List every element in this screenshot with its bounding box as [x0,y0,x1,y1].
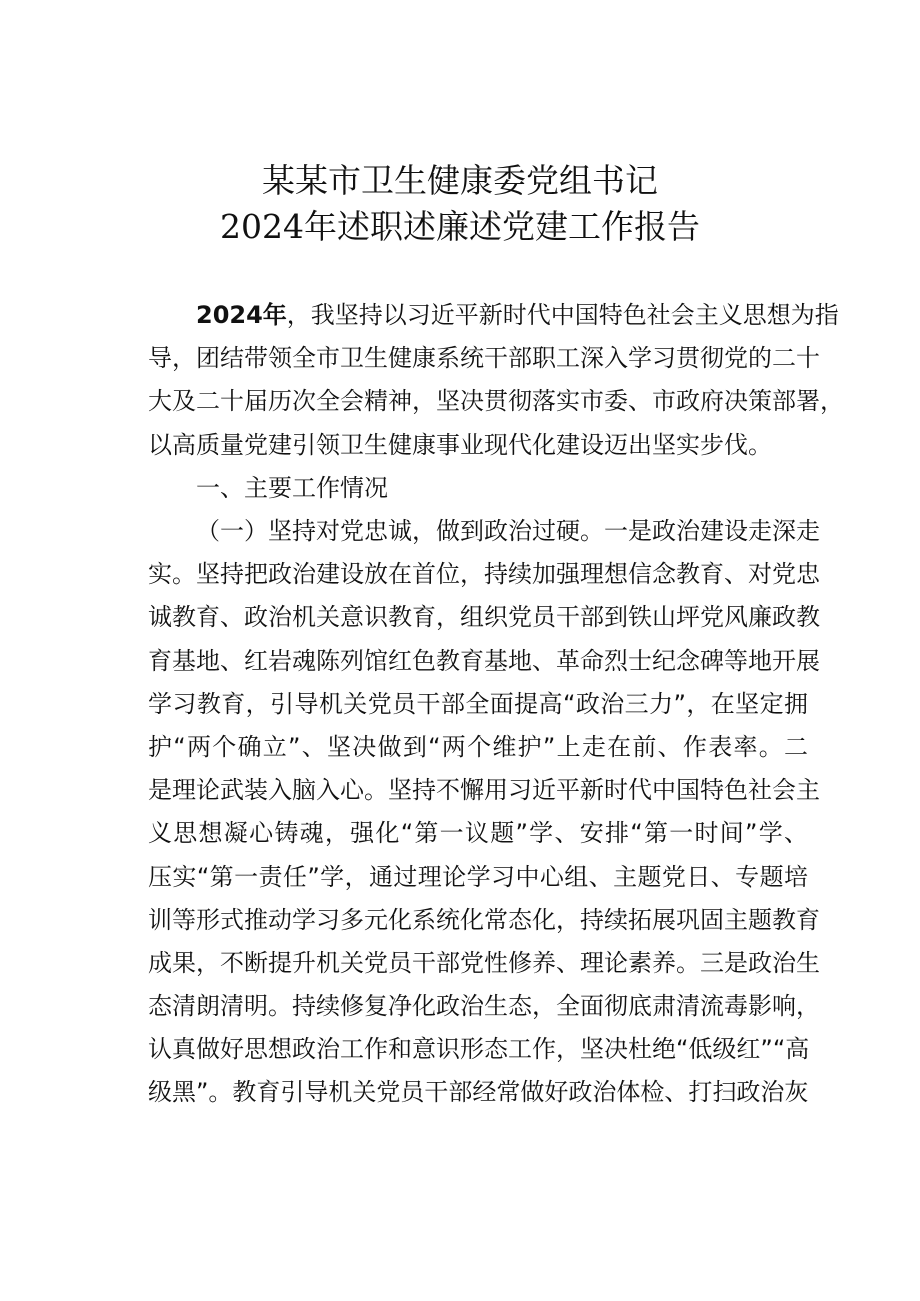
para1-line: 义思想凝心铸魂，强化“第一议题”学、安排“第一时间”学、 [148,819,808,848]
para1-line: （一）坚持对党忠诚，做到政治过硬。一是政治建设走深走 [196,517,820,545]
para1-line: 级黑”。教育引导机关党员干部经常做好政治体检、打扫政治灰 [148,1078,809,1107]
intro-line-2: 导，团结带领全市卫生健康系统干部职工深入学习贯彻党的二十 [148,344,820,373]
intro-paragraph [148,294,844,467]
document-title-line2: 2024年述职述廉述党建工作报告 [220,207,700,246]
para1-line: 态清朗清明。持续修复净化政治生态，全面彻底肃清流毒影响， [148,992,820,1021]
para1-line: 训等形式推动学习多元化系统化常态化，持续拓展巩固主题教育 [148,905,820,934]
para1-line: 成果，不断提升机关党员干部党性修养、理论素养。三是政治生 [148,948,820,977]
document-title-line1: 某某市卫生健康委党组书记 [262,161,658,200]
paragraph-1 [148,510,820,1115]
para1-line: 压实“第一责任”学，通过理论学习中心组、主题党日、专题培 [148,862,808,891]
para1-line: 诚教育、政治机关意识教育，组织党员干部到铁山坪党风廉政教 [148,603,820,632]
section1-heading: 一、主要工作情况 [196,474,388,502]
para1-line: 育基地、红岩魂陈列馆红色教育基地、革命烈士纪念碑等地开展 [148,646,820,675]
para1-line: 学习教育，引导机关党员干部全面提高“政治三力”，在坚定拥 [148,689,808,718]
intro-line-1-text: ，我坚持以习近平新时代中国特色社会主义思想为指 [286,301,839,329]
intro-year-lead: 2024年 [196,301,287,329]
intro-line-3: 大及二十届历次全会精神，坚决贯彻落实市委、市政府决策部署， [148,387,844,416]
intro-line-1 [148,294,839,337]
para1-line: 认真做好思想政治工作和意识形态工作，坚决杜绝“低级红”“高 [148,1035,810,1064]
intro-line-4: 以高质量党建引领卫生健康事业现代化建设迈出坚实步伐。 [148,430,772,459]
para1-line: 是理论武装入脑入心。坚持不懈用习近平新时代中国特色社会主 [148,776,820,805]
para1-line: 实。坚持把政治建设放在首位，持续加强理想信念教育、对党忠 [148,560,820,589]
para1-line: 护“两个确立”、坚决做到“两个维护”上走在前、作表率。二 [148,732,808,761]
section-heading-block [148,467,808,510]
